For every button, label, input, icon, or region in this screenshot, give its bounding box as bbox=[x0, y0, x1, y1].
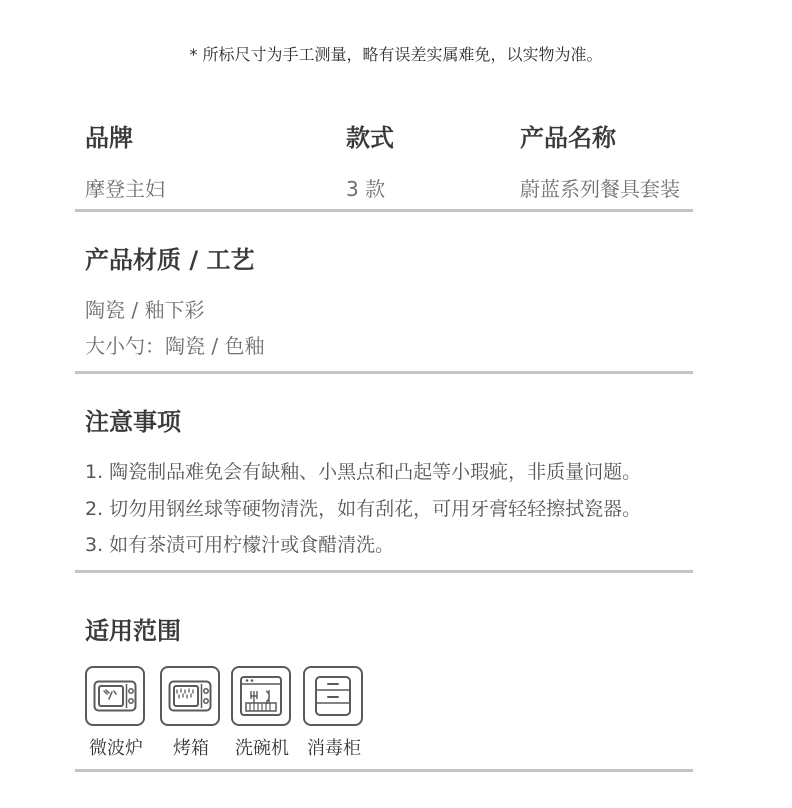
divider bbox=[75, 209, 693, 212]
product-name-value: 蔚蓝系列餐具套装 bbox=[520, 177, 680, 201]
appliance-oven bbox=[160, 666, 222, 759]
divider bbox=[75, 371, 693, 374]
divider bbox=[75, 570, 693, 573]
material-heading: 产品材质 / 工艺 bbox=[85, 246, 255, 274]
material-line: 大小勺：陶瓷 / 色釉 bbox=[85, 334, 265, 358]
sterilizer-cabinet-icon bbox=[303, 666, 363, 726]
oven-icon bbox=[160, 666, 220, 726]
notices-heading: 注意事项 bbox=[85, 408, 181, 436]
usage-heading: 适用范围 bbox=[85, 617, 181, 645]
appliance-label: 烤箱 bbox=[173, 738, 209, 759]
brand-label: 品牌 bbox=[85, 124, 133, 152]
appliance-label: 微波炉 bbox=[89, 738, 143, 759]
appliance-label: 消毒柜 bbox=[307, 738, 361, 759]
notice-item: 1. 陶瓷制品难免会有缺釉、小黑点和凸起等小瑕疵，非质量问题。 bbox=[85, 461, 642, 483]
appliance-sterilizer bbox=[303, 666, 365, 759]
style-value: 3 款 bbox=[346, 177, 386, 201]
dishwasher-icon bbox=[231, 666, 291, 726]
microwave-icon bbox=[85, 666, 145, 726]
divider bbox=[75, 769, 693, 772]
style-label: 款式 bbox=[346, 124, 394, 152]
appliance-dishwasher bbox=[231, 666, 293, 759]
notice-item: 3. 如有茶渍可用柠檬汁或食醋清洗。 bbox=[85, 534, 395, 556]
appliance-label: 洗碗机 bbox=[235, 738, 289, 759]
notice-item: 2. 切勿用钢丝球等硬物清洗，如有刮花，可用牙膏轻轻擦拭瓷器。 bbox=[85, 498, 642, 520]
material-line: 陶瓷 / 釉下彩 bbox=[85, 298, 205, 322]
product-name-label: 产品名称 bbox=[520, 124, 616, 152]
brand-value: 摩登主妇 bbox=[85, 177, 165, 201]
measurement-note: * 所标尺寸为手工测量，略有误差实属难免，以实物为准。 bbox=[189, 45, 603, 64]
appliance-microwave bbox=[85, 666, 147, 759]
